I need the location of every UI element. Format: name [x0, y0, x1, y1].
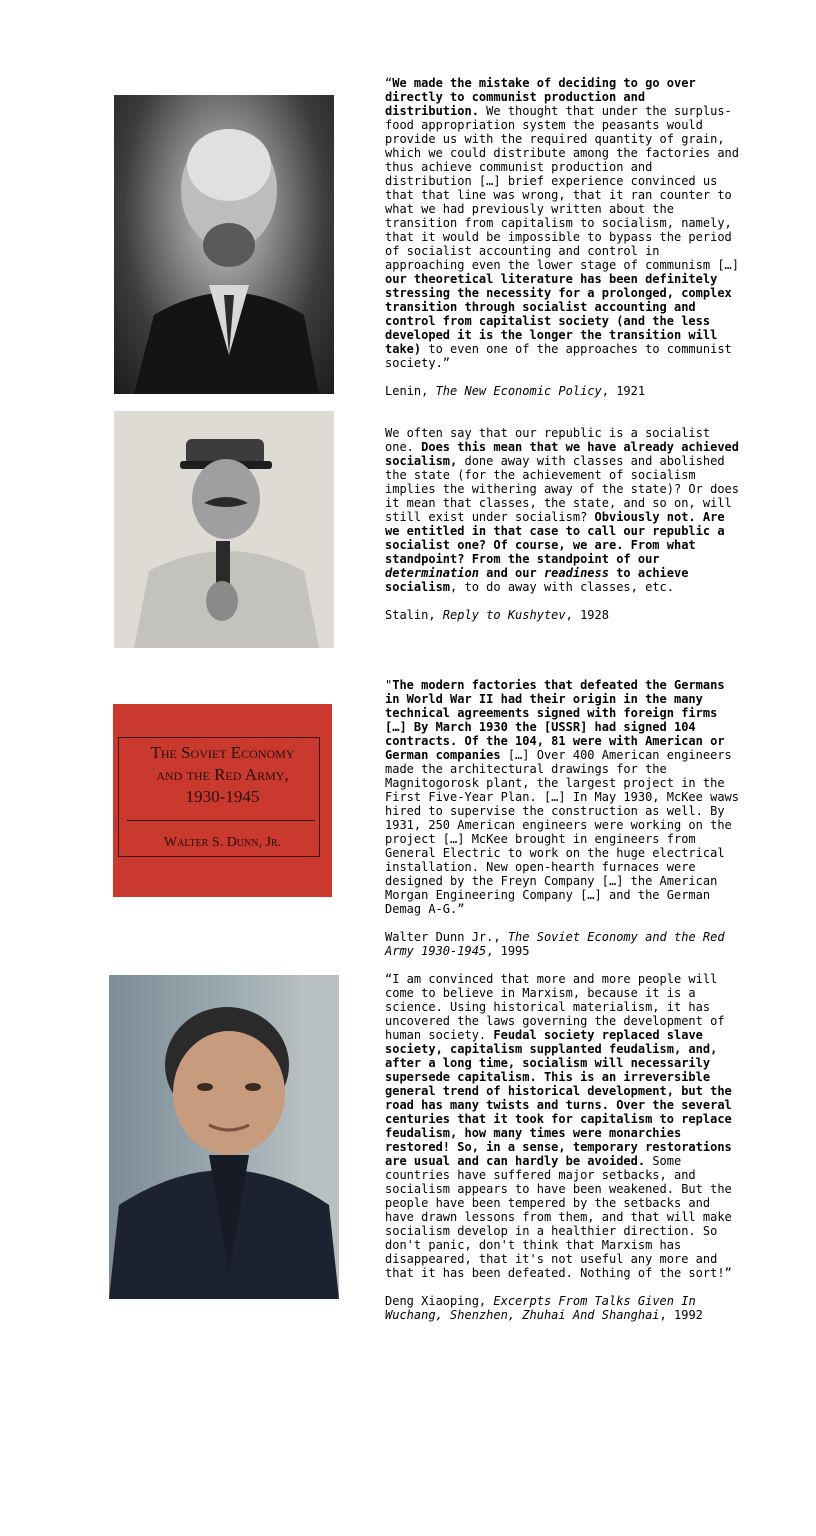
deng-portrait-photo	[109, 975, 339, 1299]
stalin-quote	[385, 426, 745, 594]
source-run: , 1928	[565, 608, 609, 622]
deng-source	[385, 1294, 745, 1322]
stalin-portrait-photo	[114, 411, 334, 648]
quote-run: readiness	[543, 566, 609, 580]
source-run: Lenin,	[385, 384, 436, 398]
source-run: Walter Dunn Jr.,	[385, 930, 508, 944]
stalin-source	[385, 608, 765, 622]
quote-run: “I am convinced that more and more people will come to believe in Marxism, because it is a science. Using historical materialism, it has uncovered the laws governing the development of human society.	[385, 972, 725, 1042]
quote-run: Some countries have suffered major setbacks, and socialism appears to have been weakened. But the people have been tempered by the setbacks and have drawn lessons from them, and that will make socialism develop in a healthier direction. So don't panic, don't think that Marxism has disappeared, that it's not useful any more and that it has been defeated. Nothing of the sort!”	[385, 1154, 732, 1280]
quote-run: […] Over 400 American engineers made the architectural drawings for the Magnitogorosk plant, the largest project in the First Five-Year Plan. […] In May 1930, McKee waws hired to supervise the construction as well. By 1931, 250 American engineers were working on the project […] McKee brought in engineers from General Electric to work on the huge electrical installation. New open-hearth furnaces were designed by the Freyn Company […] the American Morgan Engineering Company […] and the German Demag A-G.”	[385, 748, 740, 916]
lenin-portrait-icon	[114, 95, 334, 394]
quote-run: determination	[385, 566, 479, 580]
source-run: The New Economic Policy	[435, 384, 602, 398]
quote-run: "	[385, 678, 393, 692]
quote-run: The modern factories that defeated the Germans in World War II had their origin in the many technical agreements signed with foreign firms […] By March 1930 the [USSR] had signed 104 contracts. Of the 104, 81 were with American or German companies	[385, 678, 725, 762]
book-cover	[113, 704, 332, 897]
source-run: , 1995	[486, 944, 530, 958]
quote-run: to achieve socialism	[385, 566, 689, 594]
quote-run: Does this mean that we have already achieved socialism,	[385, 440, 740, 468]
quote-run: to even one of the approaches to communist society.”	[385, 342, 732, 370]
quote-run: Feudal society replaced slave society, capitalism supplanted feudalism, and, after a long time, socialism will necessarily supersede capitalism. This is an irreversible general trend of historical development, but the road has many twists and turns. Over the several centuries that it took for capitalism to replace feudalism, how many times were monarchies restored! So, in a sense, temporary restorations are usual and can hardly be avoided.	[385, 1028, 732, 1168]
lenin-quote	[385, 76, 745, 370]
quote-run: our theoretical literature has been definitely stressing the necessity for a prolonged, complex transition through socialist accounting and control from capitalist society (and the less developed it is the longer the transition will take)	[385, 272, 732, 356]
book-title: The Soviet Economy and the Red Army, 1930-1945	[150, 743, 295, 806]
quote-run: , to do away with classes, etc.	[450, 580, 674, 594]
quote-run: “	[385, 76, 393, 90]
book-author: Walter S. Dunn, Jr.	[163, 835, 282, 850]
quote-run: We often say that our republic is a socialist one.	[385, 426, 711, 454]
source-run: , 1992	[659, 1308, 703, 1322]
quote-run: We made the mistake of deciding to go over directly to communist production and distribution.	[385, 76, 696, 118]
quote-run: done away with classes and abolished the state (for the achievement of socialism implies the withering away of the state)? Or does it mean that classes, the state, and so on, will still exist under socialism?	[385, 454, 740, 524]
dunn-quote	[385, 678, 745, 916]
quote-run: We thought that under the surplus-food appropriation system the peasants would provide us with the required quantity of grain, which we could distribute among the factories and thus achieve communist production and distribution […] brief experience convinced us that that line was wrong, that it ran counter to what we had previously written about the transition from capitalism to socialism, namely, that it would be impossible to bypass the period of socialist accounting and control in approaching even the lower stage of communism […]	[385, 104, 740, 272]
quote-run: and our	[478, 566, 544, 580]
source-run: Deng Xiaoping,	[385, 1294, 494, 1308]
source-run: Excerpts From Talks Given In Wuchang, Shenzhen, Zhuhai And Shanghai	[385, 1294, 696, 1322]
source-run: The Soviet Economy and the Red Army 1930-1945	[385, 930, 725, 958]
quote-run: Obviously not. Are we entitled in that case to call our republic a socialist one? Of course, we are. From what standpoint? From the standpoint of our	[385, 510, 725, 566]
book-divider	[127, 820, 315, 821]
lenin-portrait-photo	[114, 95, 334, 394]
dunn-source	[385, 930, 745, 958]
deng-xiaoping-portrait-icon	[109, 975, 339, 1299]
source-run: Stalin,	[385, 608, 443, 622]
lenin-source	[385, 384, 765, 398]
source-run: , 1921	[601, 384, 646, 398]
stalin-portrait-icon	[114, 411, 334, 648]
source-run: Reply to Kushytev	[442, 608, 566, 622]
deng-quote	[385, 972, 745, 1280]
